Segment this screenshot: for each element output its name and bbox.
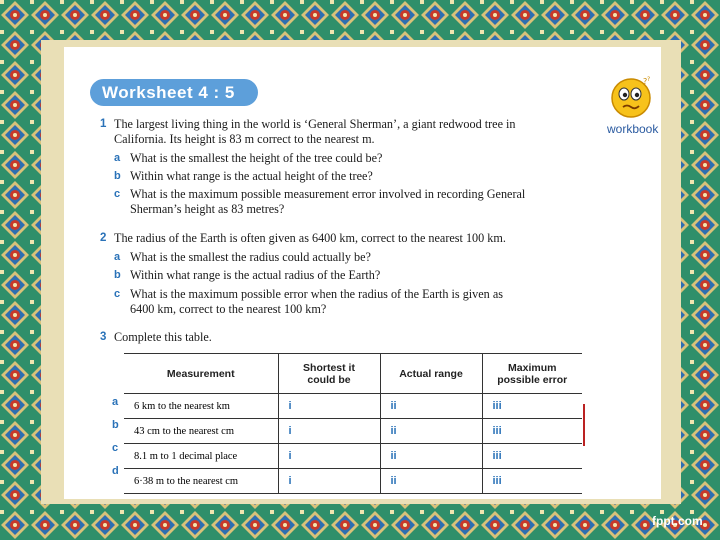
header-max-error-line1: Maximum — [508, 361, 557, 374]
measurement-cell: 8.1 m to 1 decimal place — [124, 444, 278, 469]
answer-cell-i[interactable]: i — [278, 469, 380, 494]
thinking-face-icon — [609, 75, 653, 119]
answer-cell-i[interactable]: i — [278, 444, 380, 469]
row-letter-a: a — [112, 396, 119, 408]
footer-brand: fppt.com — [652, 514, 703, 528]
table-row — [124, 394, 582, 419]
row-letter-b: b — [112, 419, 119, 431]
header-measurement: Measurement — [166, 367, 235, 380]
question-2a-letter: a — [114, 251, 121, 263]
question-1-text-line1: The largest living thing in the world is ‘General Sherman’, a giant redwood tree in — [114, 117, 516, 131]
question-3-text: Complete this table. — [114, 330, 212, 344]
workbook-label: workbook — [607, 122, 659, 136]
header-shortest-line2: could be — [307, 373, 351, 386]
table-header-row — [124, 354, 582, 394]
question-2c-letter: c — [114, 288, 121, 300]
measurement-cell: 6 km to the nearest km — [124, 394, 278, 419]
worksheet-title: Worksheet 4 : 5 — [90, 79, 258, 106]
header-max-error — [482, 354, 582, 394]
question-1-text-line2: California. Its height is 83 m correct to the nearest m. — [114, 132, 375, 146]
answer-cell-ii[interactable]: ii — [380, 394, 482, 419]
question-1a-letter: a — [114, 152, 121, 164]
svg-text:?: ? — [647, 76, 651, 83]
answer-cell-iii[interactable]: iii — [482, 469, 582, 494]
answer-cell-iii[interactable]: iii — [482, 444, 582, 469]
row-letter-d: d — [112, 465, 119, 477]
answer-cell-ii[interactable]: ii — [380, 469, 482, 494]
table-row — [124, 419, 582, 444]
question-1b-letter: b — [114, 170, 121, 182]
answer-cell-i[interactable]: i — [278, 394, 380, 419]
answer-cell-i[interactable]: i — [278, 419, 380, 444]
table-row — [124, 469, 582, 494]
question-1b-text: Within what range is the actual height of the tree? — [130, 169, 373, 183]
answer-cell-iii[interactable]: iii — [482, 394, 582, 419]
header-shortest-line1: Shortest it — [303, 361, 355, 374]
question-2c-text-line2: 6400 km, correct to the nearest 100 km? — [130, 302, 327, 316]
question-1-number: 1 — [100, 118, 107, 130]
question-1c-text-line2: Sherman’s height as 83 metres? — [130, 202, 285, 216]
measurement-table — [124, 353, 582, 494]
table-edge-mark — [583, 404, 585, 446]
question-2a-text: What is the smallest the radius could actually be? — [130, 250, 371, 264]
answer-cell-ii[interactable]: ii — [380, 444, 482, 469]
measurement-cell: 43 cm to the nearest cm — [124, 419, 278, 444]
header-shortest — [278, 354, 380, 394]
question-3-number: 3 — [100, 331, 107, 343]
question-1c-letter: c — [114, 188, 121, 200]
header-actual-range: Actual range — [380, 354, 482, 394]
question-2b-letter: b — [114, 269, 121, 281]
answer-cell-ii[interactable]: ii — [380, 419, 482, 444]
question-1a-text: What is the smallest the height of the tree could be? — [130, 151, 383, 165]
question-2c-text-line1: What is the maximum possible error when the radius of the Earth is given as — [130, 287, 503, 301]
question-1c-text-line1: What is the maximum possible measurement error involved in recording General — [130, 187, 526, 201]
svg-text:?: ? — [643, 77, 648, 86]
table-row — [124, 444, 582, 469]
header-max-error-line2: possible error — [497, 373, 568, 386]
question-2-number: 2 — [100, 232, 107, 244]
answer-cell-iii[interactable]: iii — [482, 419, 582, 444]
question-2-text: The radius of the Earth is often given as 6400 km, correct to the nearest 100 km. — [114, 231, 506, 245]
measurement-cell: 6·38 m to the nearest cm — [124, 469, 278, 494]
row-letter-c: c — [112, 442, 119, 454]
question-2b-text: Within what range is the actual radius of the Earth? — [130, 268, 381, 282]
